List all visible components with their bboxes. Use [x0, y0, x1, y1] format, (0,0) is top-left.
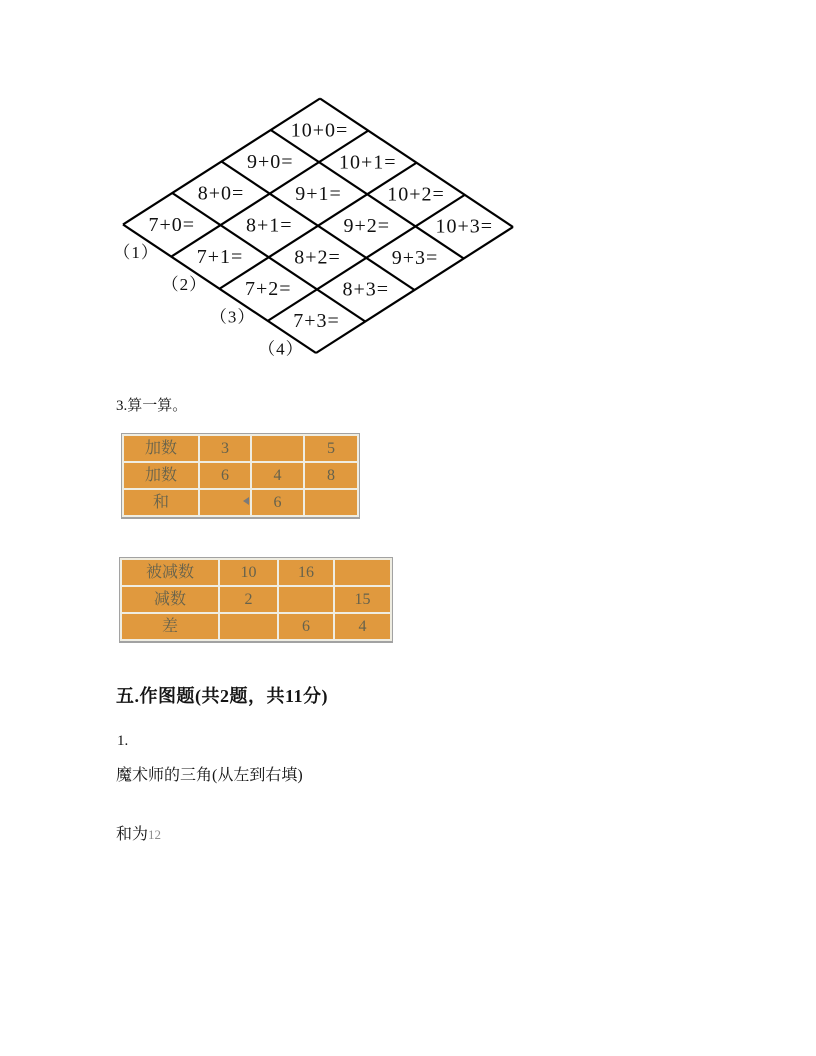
diamond-row-label: （4）: [258, 339, 304, 359]
answer-cell-empty: [305, 490, 357, 515]
diamond-cell-expression: 7+0=: [148, 213, 196, 236]
diamond-cell-expression: 7+2=: [244, 278, 292, 301]
value-cell: 4: [252, 463, 303, 488]
subtraction-table: [119, 557, 393, 643]
answer-cell-empty: [279, 587, 333, 612]
row-header-cell: 减数: [122, 587, 218, 612]
mouse-cursor-artifact: [243, 497, 249, 505]
value-cell: 3: [200, 436, 250, 461]
value-cell: 6: [279, 614, 333, 639]
table-row: [124, 490, 357, 515]
value-cell: 10: [220, 560, 277, 585]
value-cell: 8: [305, 463, 357, 488]
answer-cell-empty: [252, 436, 303, 461]
diamond-cell-expression: 8+2=: [294, 246, 341, 269]
diamond-cell-expression: 9+3=: [391, 247, 439, 270]
addition-diamond-grid: [0, 0, 560, 375]
diamond-row-label: （2）: [161, 275, 208, 295]
item-1-number: 1.: [117, 733, 129, 749]
row-header-cell: 加数: [124, 436, 198, 461]
value-cell: 5: [305, 436, 357, 461]
answer-cell-empty: [220, 614, 277, 639]
value-cell: 15: [335, 587, 390, 612]
row-header-cell: 和: [124, 490, 198, 515]
row-header-cell: 加数: [124, 463, 198, 488]
sum-label: 和为: [116, 826, 149, 843]
magic-triangle-prompt: 魔术师的三角(从左到右填): [116, 767, 303, 784]
diamond-cell-expression: 10+1=: [338, 151, 397, 174]
diamond-cell-expression: 7+3=: [293, 310, 340, 333]
diamond-cell-expression: 7+1=: [196, 245, 244, 268]
sum-line: [116, 821, 161, 844]
diamond-cell-expression: 10+2=: [387, 183, 445, 206]
section-3-title: 3.算一算。: [116, 398, 188, 414]
value-cell: 6: [200, 463, 250, 488]
diamond-cell-expression: 8+1=: [245, 214, 293, 237]
table-row: [122, 614, 390, 639]
diamond-cell-expression: 8+3=: [342, 278, 390, 301]
diamond-cell-expression: 9+0=: [246, 150, 294, 173]
row-header-cell: 被减数: [122, 560, 218, 585]
row-header-cell: 差: [122, 614, 218, 639]
value-cell: 6: [252, 490, 303, 515]
diamond-cell-expression: 8+0=: [197, 182, 245, 205]
table-row: [122, 560, 390, 585]
value-cell: 2: [220, 587, 277, 612]
value-cell: 4: [335, 614, 390, 639]
diamond-row-label: （3）: [209, 307, 256, 327]
diamond-cell-expression: 10+0=: [290, 119, 349, 142]
value-cell: 16: [279, 560, 333, 585]
section-5-heading: 五.作图题(共2题，共11分): [116, 686, 328, 706]
table-row: [122, 587, 390, 612]
diamond-row-label: （1）: [113, 243, 159, 263]
answer-cell-empty: [335, 560, 390, 585]
table-row: [124, 463, 357, 488]
diamond-cell-expression: 9+2=: [343, 215, 391, 238]
table-row: [124, 436, 357, 461]
sum-value: 12: [148, 827, 162, 842]
diamond-cell-expression: 9+1=: [295, 182, 342, 205]
diamond-cell-expression: 10+3=: [435, 215, 494, 238]
addition-table: [121, 433, 360, 519]
